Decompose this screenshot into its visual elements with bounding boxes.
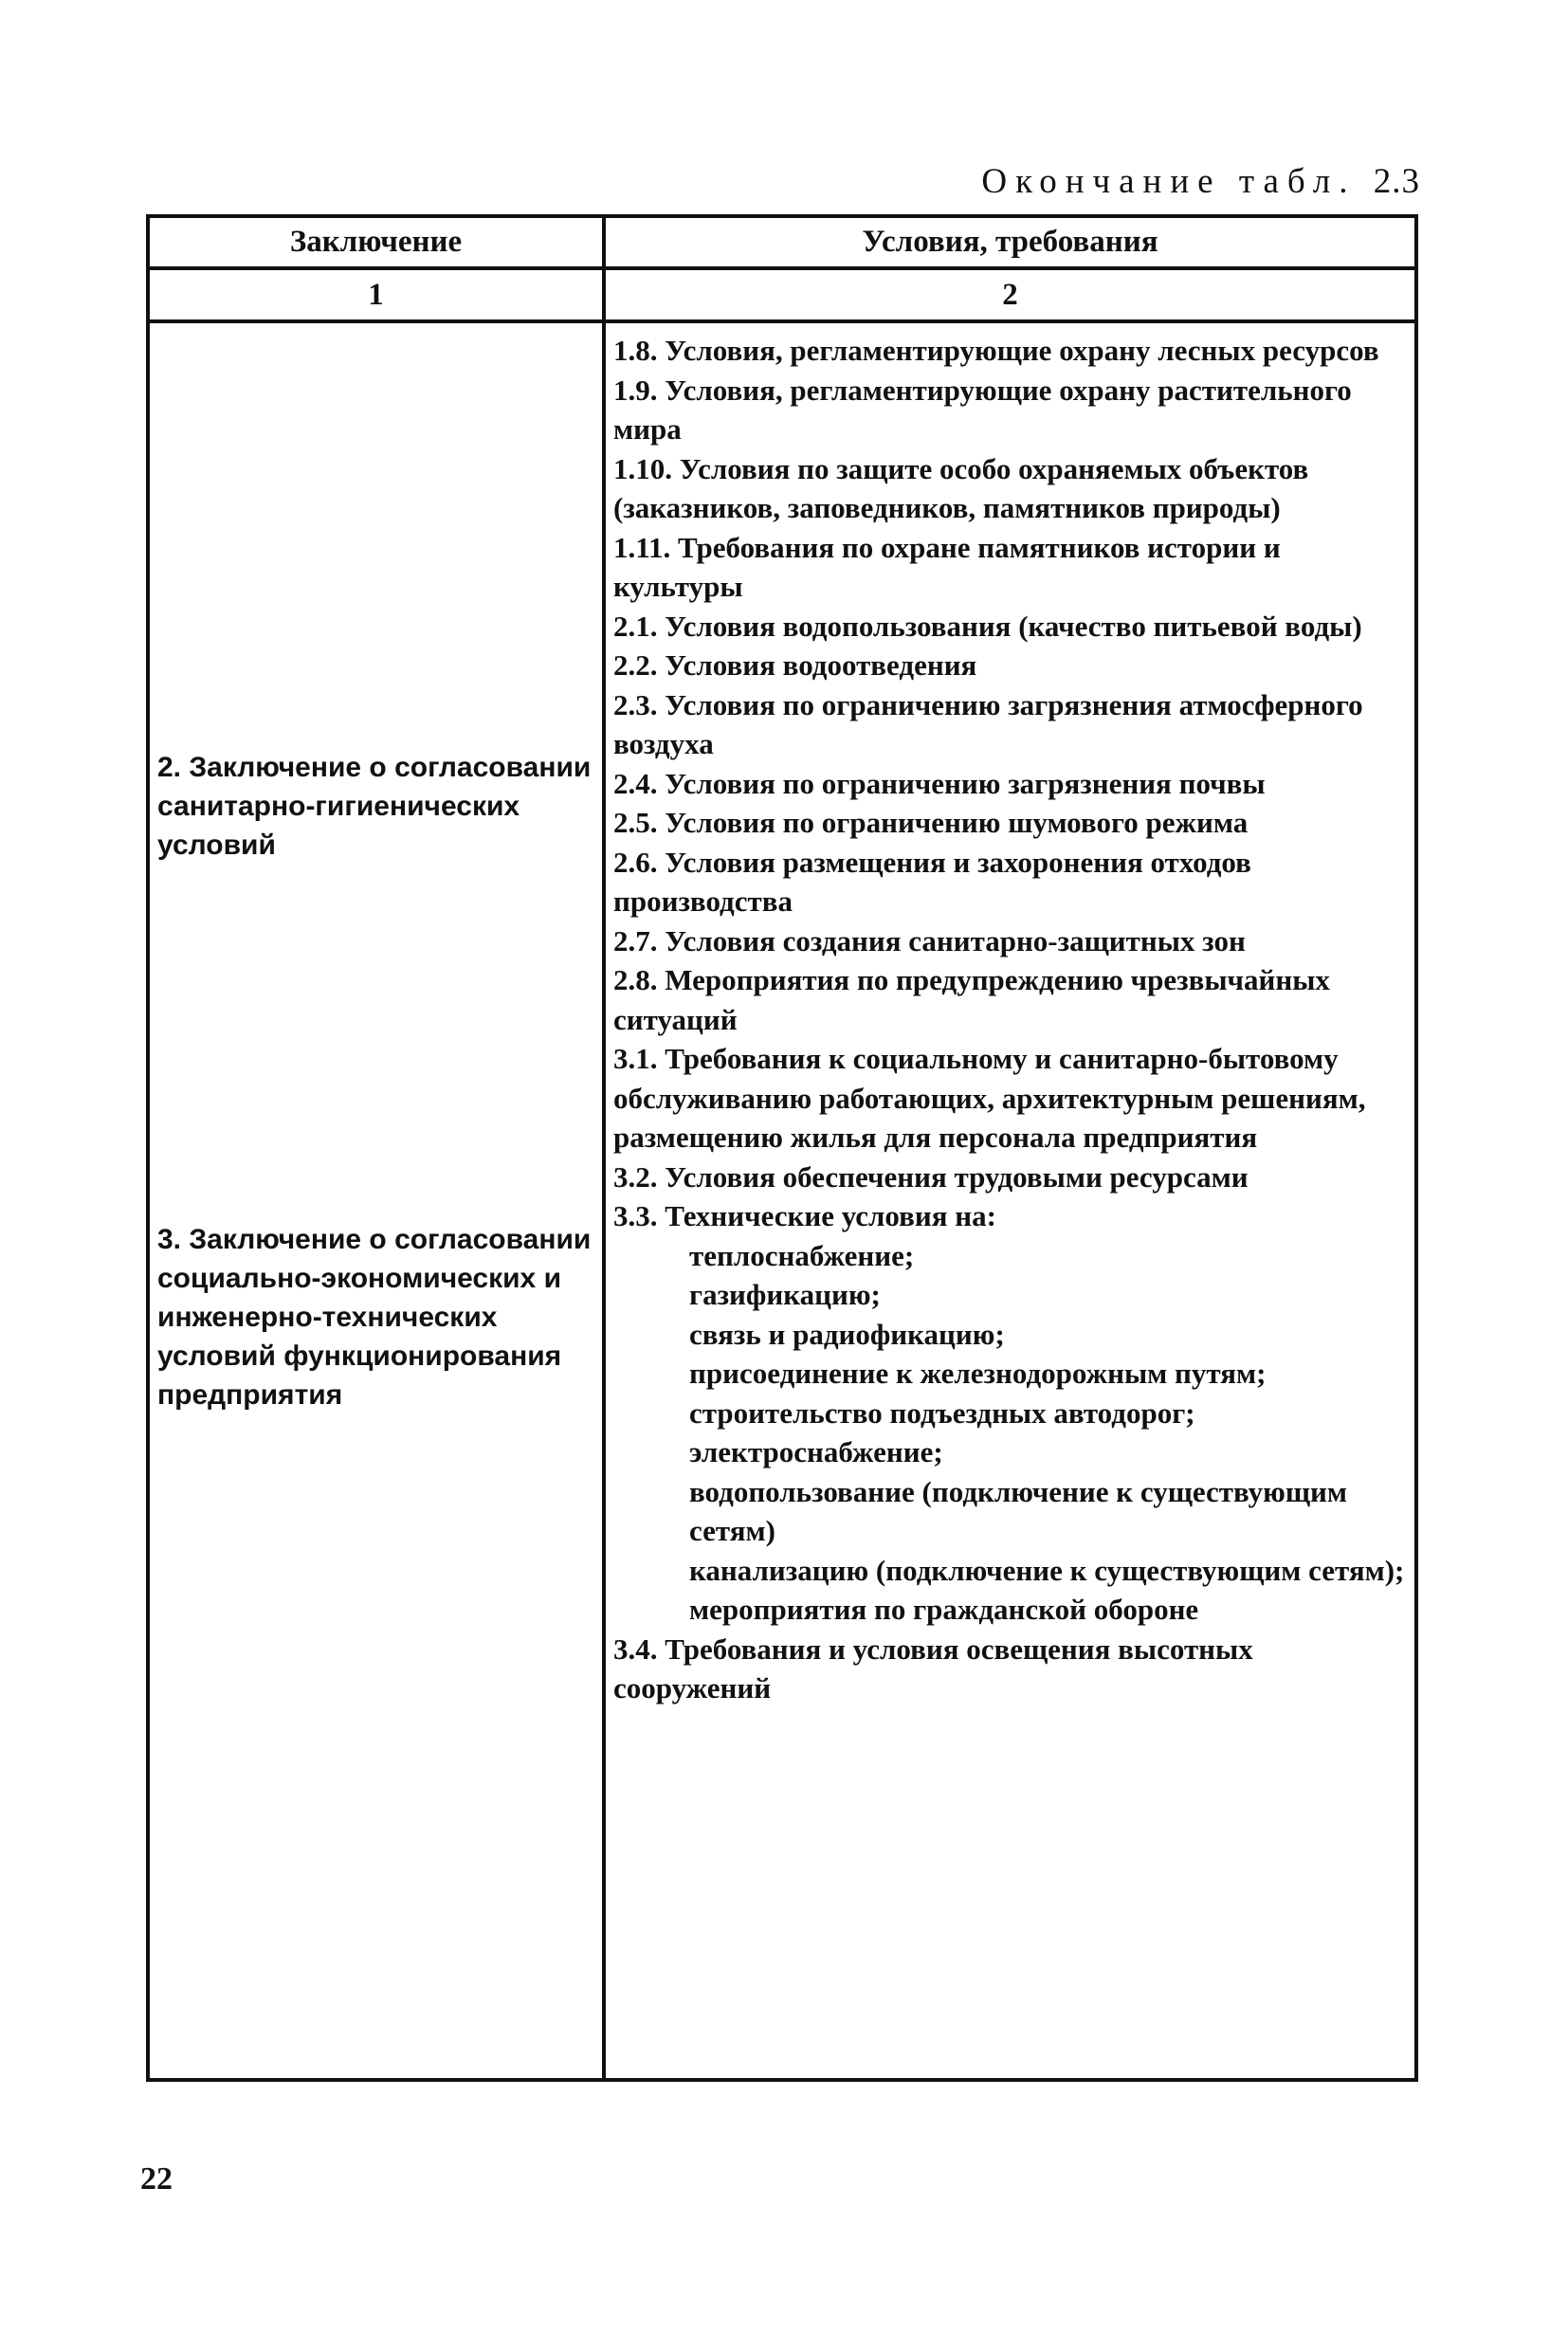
conclusion-socio-economic: 3. Заключение о согласовании социально-экономических и инженерно-технических условий функционирования предприятия [157, 1224, 592, 1411]
requirement-item: 2.1. Условия водопользования (качество питьевой воды) [613, 609, 1362, 643]
caption-table-number: 2.3 [1373, 162, 1420, 201]
page-number: 22 [140, 2161, 173, 2197]
technical-condition-item: водопользование (подключение к существующим сетям) [689, 1474, 1348, 1547]
requirements-column [606, 323, 1414, 2078]
conclusion-sanitary: 2. Заключение о согласовании санитарно-гигиенических условий [157, 752, 592, 861]
technical-condition-item: канализацию (подключение к существующим сетям); [689, 1553, 1405, 1587]
requirement-item: 2.2. Условия водоотведения [613, 648, 977, 682]
technical-condition-item: мероприятия по гражданской обороне [689, 1593, 1199, 1626]
requirement-item: 1.10. Условия по защите особо охраняемых объектов (заказников, заповедников, памятников природы) [613, 451, 1309, 524]
requirement-item: 2.6. Условия размещения и захоронения отходов производства [613, 845, 1251, 918]
requirement-item: 2.7. Условия создания санитарно-защитных зон [613, 923, 1246, 957]
technical-condition-item: связь и радиофикацию; [689, 1317, 1005, 1351]
requirement-item: 1.8. Условия, регламентирующие охрану лесных ресурсов [613, 334, 1379, 367]
requirement-item: 2.5. Условия по ограничению шумового режима [613, 806, 1249, 839]
conclusion-column [150, 323, 606, 2078]
table-caption [981, 161, 1420, 202]
requirement-item: 3.4. Требования и условия освещения высотных сооружений [613, 1632, 1253, 1705]
technical-condition-item: газификацию; [689, 1278, 881, 1311]
requirement-item: 3.1. Требования к социальному и санитарно-бытовому обслуживанию работающих, архитектурным решениям, размещению жилья для персонала предприятия [613, 1042, 1366, 1154]
column-number-2: 2 [606, 270, 1414, 323]
requirement-item: 1.9. Условия, регламентирующие охрану растительного мира [613, 373, 1352, 446]
technical-condition-item: строительство подъездных автодорог; [689, 1395, 1195, 1430]
technical-condition-item: теплоснабжение; [689, 1238, 915, 1272]
requirement-item: 3.2. Условия обеспечения трудовыми ресурсами [613, 1159, 1249, 1194]
header-conditions: Условия, требования [606, 218, 1414, 270]
requirement-item: 2.8. Мероприятия по предупреждению чрезвычайных ситуаций [613, 963, 1330, 1036]
requirement-item: 3.3. Технические условия на: [613, 1199, 996, 1232]
header-conclusion: Заключение [150, 218, 606, 270]
requirement-item: 2.4. Условия по ограничению загрязнения почвы [613, 766, 1266, 800]
caption-text: Окончание табл. [981, 162, 1357, 201]
column-number-1: 1 [150, 270, 606, 323]
requirement-item: 1.11. Требования по охране памятников истории и культуры [613, 530, 1281, 603]
technical-condition-item: электроснабжение; [689, 1435, 943, 1468]
requirement-item: 2.3. Условия по ограничению загрязнения атмосферного воздуха [613, 687, 1363, 760]
technical-condition-item: присоединение к железнодорожным путям; [689, 1357, 1267, 1390]
conditions-table [146, 214, 1418, 2082]
